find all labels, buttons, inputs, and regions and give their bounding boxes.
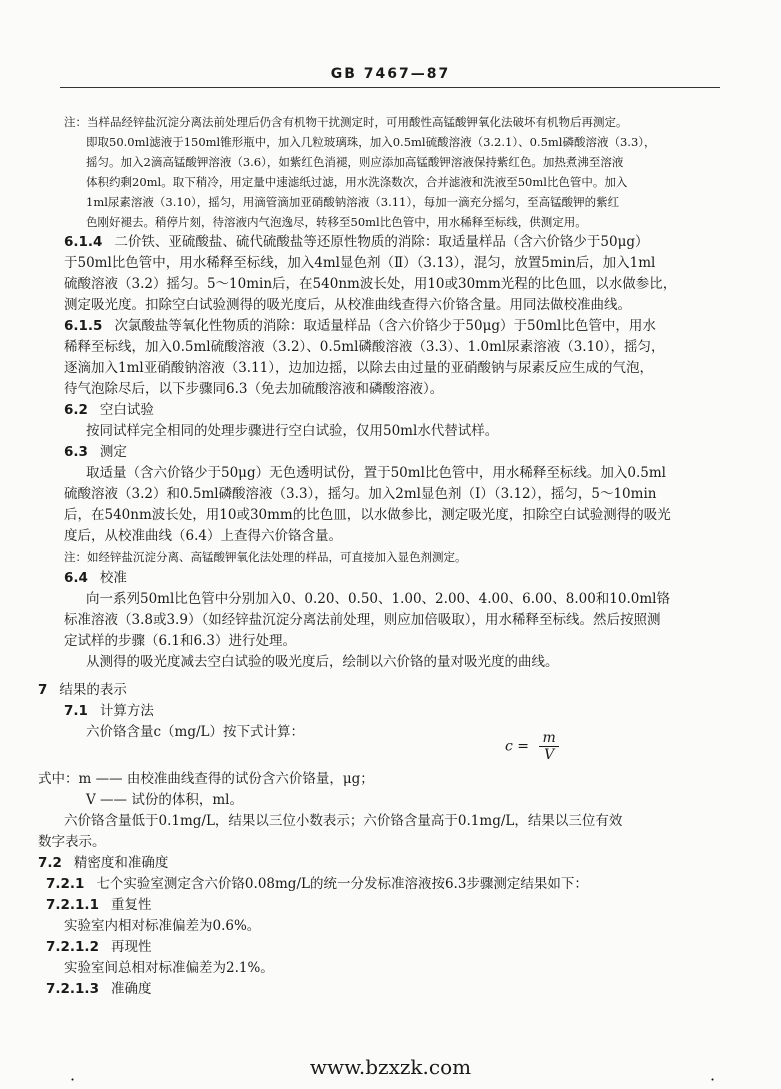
section-number: 7.1	[64, 703, 88, 719]
line-text: 准确度	[110, 981, 152, 997]
text-line	[86, 153, 623, 171]
line-text: 标准溶液（3.8或3.9）（如经锌盐沉淀分离法前处理，则应加倍吸取），用水稀释至标线。然后按照测	[64, 612, 661, 628]
section-heading	[64, 443, 127, 461]
text-line	[64, 548, 467, 566]
line-text: 校准	[99, 570, 127, 586]
line-text: 再现性	[110, 939, 152, 955]
section-number: 7.2.1.1	[46, 897, 99, 913]
text-line	[86, 133, 656, 151]
line-text: 定试样的步骤（6.1和6.3）进行处理。	[64, 633, 296, 649]
line-text: 逐滴加入1ml亚硝酸钠溶液（3.11），边加边摇，以除去由过量的亚硝酸钠与尿素反应生成的气泡，	[64, 360, 654, 376]
line-text: 计算方法	[99, 703, 154, 719]
text-line	[86, 791, 243, 809]
standard-number-header: GB 7467—87	[330, 66, 451, 82]
section-number: 6.4	[64, 570, 88, 586]
section-heading	[64, 233, 649, 251]
section-number: 7.2.1	[46, 876, 85, 892]
line-text: 1ml尿素溶液（3.10），摇匀，用滴管滴加亚硝酸钠溶液（3.11），每加一滴充分摇匀，至高锰酸钾的紫红	[86, 195, 620, 209]
line-text: 注：如经锌盐沉淀分离、高锰酸钾氧化法处理的样品，可直接加入显色剂测定。	[64, 550, 467, 564]
section-number: 6.3	[64, 444, 88, 460]
line-text: 实验室内相对标准偏差为0.6%。	[64, 918, 261, 934]
line-text: 取适量（含六价铬少于50μg）无色透明试份，置于50ml比色管中，用水稀释至标线。加入0.5ml	[86, 465, 666, 481]
line-text: 待气泡除尽后，以下步骤同6.3（免去加硫酸溶液和磷酸溶液）。	[64, 381, 444, 397]
line-text: 式中：m —— 由校准曲线查得的试份含六价铬量，μg；	[38, 771, 374, 787]
text-line	[86, 193, 619, 211]
line-text: 按同试样完全相同的处理步骤进行空白试验，仅用50ml水代替试样。	[86, 423, 499, 439]
line-text: 硫酸溶液（3.2）和0.5ml磷酸溶液（3.3），摇匀。加入2ml显色剂（Ⅰ）（3.12），摇匀，5～10min	[64, 486, 657, 502]
section-heading	[64, 569, 127, 587]
section-number: 6.2	[64, 402, 88, 418]
line-text: 色刚好褪去。稍停片刻，待溶液内气泡逸尽，转移至50ml比色管中，用水稀释至标线，供测定用。	[86, 215, 587, 229]
text-line	[86, 422, 498, 440]
text-line	[64, 917, 260, 935]
formula	[505, 730, 559, 763]
line-text: 精密度和准确度	[73, 855, 169, 871]
footer-dot: ·	[70, 1070, 76, 1089]
footer-dot: ·	[710, 1070, 716, 1089]
section-heading	[38, 681, 127, 699]
formula-lhs: c =	[505, 738, 530, 755]
text-line	[64, 632, 296, 650]
section-number: 6.1.5	[64, 318, 103, 334]
section-heading	[46, 875, 588, 893]
line-text: 度后，从校准曲线（6.4）上查得六价铬含量。	[64, 528, 342, 544]
section-number: 6.1.4	[64, 234, 103, 250]
line-text: 摇匀。加入2滴高锰酸钾溶液（3.6），如紫红色消褪，则应添加高锰酸钾溶液保持紫红色。加热煮沸至溶液	[86, 155, 624, 169]
text-line	[86, 464, 666, 482]
line-text: 二价铁、亚硫酸盐、硫代硫酸盐等还原性物质的消除：取适量样品（含六价铬少于50μg）	[114, 234, 649, 250]
section-heading	[64, 317, 656, 335]
section-number: 7.2.1.3	[46, 981, 99, 997]
line-text: 于50ml比色管中，用水稀释至标线，加入4ml显色剂（Ⅱ）（3.13），混匀，放置5min后，加入1ml	[64, 255, 656, 271]
line-text: 空白试验	[99, 402, 154, 418]
text-line	[64, 113, 628, 131]
text-line	[86, 723, 304, 741]
text-line	[86, 653, 559, 671]
text-line	[64, 254, 655, 272]
text-line	[64, 611, 660, 629]
section-heading	[46, 980, 151, 998]
line-text: 重复性	[110, 897, 152, 913]
line-text: 六价铬含量低于0.1mg/L，结果以三位小数表示；六价铬含量高于0.1mg/L，结果以三位有效	[64, 813, 623, 829]
section-heading	[46, 938, 151, 956]
line-text: 硫酸溶液（3.2）摇匀。5～10min后，在540nm波长处，用10或30mm光程的比色皿，以水做参比，	[64, 276, 677, 292]
section-heading	[64, 401, 154, 419]
line-text: 注：当样品经锌盐沉淀分离法前处理后仍含有机物干扰测定时，可用酸性高锰酸钾氧化法破坏有机物后再测定。	[64, 115, 628, 129]
text-line	[38, 833, 106, 851]
text-line	[64, 485, 656, 503]
header-divider	[60, 87, 720, 88]
section-number: 7.2	[38, 855, 62, 871]
section-number: 7.2.1.2	[46, 939, 99, 955]
formula-fraction	[539, 730, 558, 763]
text-line	[64, 338, 665, 356]
line-text: 实验室间总相对标准偏差为2.1%。	[64, 960, 274, 976]
line-text: 向一系列50ml比色管中分别加入0、0.20、0.50、1.00、2.00、4.00、6.00、8.00和10.0ml铬	[86, 591, 670, 607]
text-line	[86, 213, 587, 231]
line-text: 即取50.0ml滤液于150ml锥形瓶中，加入几粒玻璃珠，加入0.5ml硫酸溶液（3.2.1）、0.5ml磷酸溶液（3.3），	[86, 135, 656, 149]
line-text: 六价铬含量c（mg/L）按下式计算：	[86, 724, 305, 740]
text-line	[86, 590, 670, 608]
line-text: 体积约剩20ml。取下稍冷，用定量中速滤纸过滤，用水洗涤数次，合并滤液和洗液至50ml比色管中。加入	[86, 175, 628, 189]
section-heading	[64, 702, 154, 720]
text-line	[64, 959, 274, 977]
line-text: V —— 试份的体积，ml。	[86, 792, 243, 808]
formula-denominator: V	[544, 747, 555, 763]
line-text: 结果的表示	[59, 682, 127, 698]
text-line	[64, 296, 631, 314]
text-line	[64, 506, 671, 524]
section-heading	[46, 896, 151, 914]
text-line	[64, 812, 622, 830]
line-text: 稀释至标线，加入0.5ml硫酸溶液（3.2）、0.5ml磷酸溶液（3.3）、1.0ml尿素溶液（3.10），摇匀，	[64, 339, 665, 355]
line-text: 后，在540nm波长处，用10或30mm的比色皿，以水做参比，测定吸光度，扣除空白试验测得的吸光	[64, 507, 671, 523]
line-text: 测定吸光度。扣除空白试验测得的吸光度后，从校准曲线查得六价铬含量。用同法做校准曲线。	[64, 297, 631, 313]
text-line	[64, 380, 443, 398]
line-text: 次氯酸盐等氧化性物质的消除：取适量样品（含六价铬少于50μg）于50ml比色管中，用水	[114, 318, 656, 334]
section-number: 7	[38, 682, 48, 698]
text-line	[38, 770, 374, 788]
footer-url: www.bzxzk.com	[309, 1055, 472, 1079]
formula-numerator: m	[539, 730, 558, 747]
line-text: 数字表示。	[38, 834, 106, 850]
section-heading	[38, 854, 168, 872]
line-text: 七个实验室测定含六价铬0.08mg/L的统一分发标准溶液按6.3步骤测定结果如下：	[96, 876, 588, 892]
line-text: 从测得的吸光度减去空白试验的吸光度后，绘制以六价铬的量对吸光度的曲线。	[86, 654, 559, 670]
text-line	[64, 359, 653, 377]
text-line	[64, 527, 342, 545]
text-line	[64, 275, 676, 293]
line-text: 测定	[99, 444, 127, 460]
text-line	[86, 173, 627, 191]
